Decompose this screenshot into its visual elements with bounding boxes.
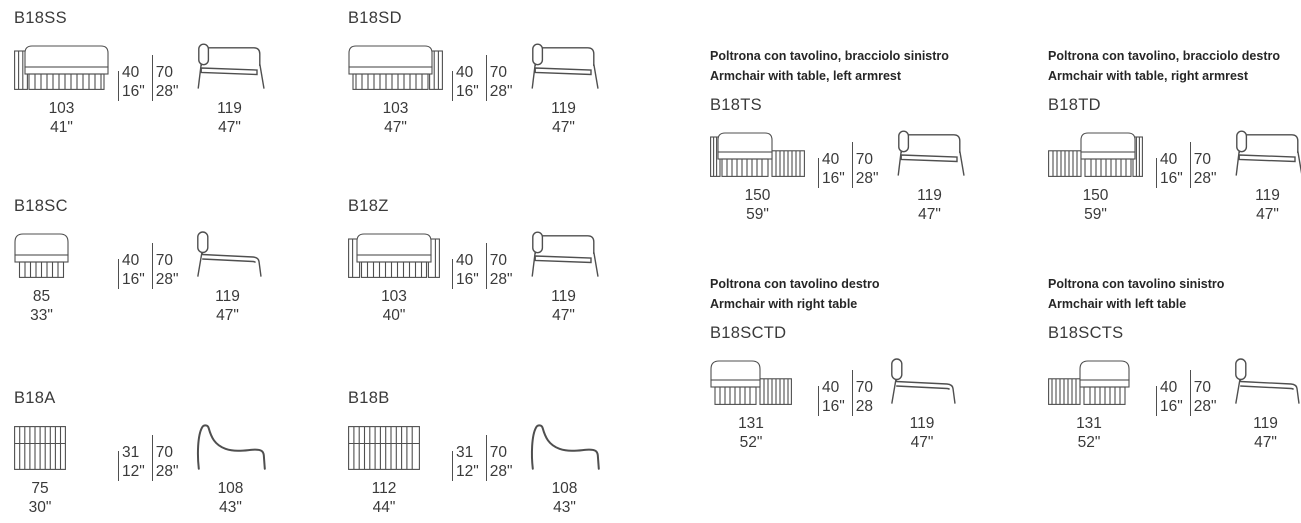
depth-in: 47" [552, 119, 575, 136]
armchair-right-arm-front-drawing [348, 44, 443, 90]
bench-front-drawing [348, 426, 420, 470]
seat-height-in: 16" [822, 398, 845, 415]
seat-height-in: 12" [122, 463, 145, 480]
depth-cm: 108 [551, 480, 578, 497]
description-italian: Poltrona con tavolino, bracciolo destro [1048, 49, 1280, 63]
overall-height-in: 28" [489, 463, 513, 480]
product-code: B18TD [1048, 96, 1101, 114]
width-in: 52" [739, 434, 763, 451]
width-in: 59" [1084, 206, 1107, 223]
width-cm: 103 [381, 288, 407, 305]
overall-height-cm: 70 [1193, 151, 1211, 168]
width-in: 59" [746, 206, 769, 223]
height-dimensions [118, 243, 179, 289]
depth-cm: 119 [909, 415, 935, 432]
armchair-side-drawing [527, 42, 601, 90]
depth-cm: 119 [917, 187, 942, 204]
product-code: B18B [348, 389, 390, 407]
description-italian: Poltrona con tavolino destro [710, 277, 880, 291]
seat-height-cm: 40 [1160, 379, 1178, 396]
armchair-side-drawing [1231, 129, 1301, 177]
width-cm: 85 [32, 288, 51, 305]
bench-front-drawing [14, 426, 66, 470]
depth-cm: 119 [551, 100, 576, 117]
seat-height-in: 16" [456, 271, 479, 288]
product-description [1048, 46, 1301, 86]
seat-height-cm: 40 [822, 151, 840, 168]
seat-height-cm: 40 [1160, 151, 1178, 168]
product-description [1048, 274, 1301, 314]
product-code: B18Z [348, 197, 389, 215]
product-code: B18SCTD [710, 324, 787, 342]
product-code: B18TS [710, 96, 762, 114]
width-in: 47" [384, 119, 407, 136]
depth-in: 47" [552, 307, 575, 324]
description-english: Armchair with table, left armrest [710, 69, 902, 83]
overall-height-in: 28" [155, 463, 179, 480]
height-dimensions [452, 243, 513, 289]
overall-height-in: 28" [1193, 398, 1217, 415]
description-english: Armchair with right table [710, 297, 858, 311]
spec-b18ss [14, 8, 267, 145]
overall-height-in: 28" [855, 170, 879, 187]
product-code: B18SC [14, 197, 68, 215]
overall-height-in: 28" [155, 83, 179, 100]
depth-cm: 119 [217, 100, 242, 117]
overall-height-cm: 70 [1193, 379, 1211, 396]
overall-height-in: 28" [1193, 170, 1217, 187]
spec-b18b [348, 388, 603, 523]
overall-height-in: 28 [855, 398, 873, 415]
product-code: B18SCTS [1048, 324, 1124, 342]
overall-height-cm: 70 [489, 444, 507, 461]
description-english: Armchair with table, right armrest [1048, 69, 1249, 83]
product-code: B18SD [348, 9, 402, 27]
overall-height-in: 28" [489, 83, 513, 100]
armless-chair-side-drawing [193, 230, 263, 278]
seat-height-in: 16" [1160, 398, 1183, 415]
depth-in: 47" [1256, 206, 1279, 223]
depth-in: 47" [1254, 434, 1277, 451]
width-in: 44" [372, 499, 396, 516]
width-in: 40" [382, 307, 406, 324]
overall-height-cm: 70 [489, 64, 507, 81]
width-cm: 150 [744, 187, 771, 204]
depth-in: 43" [219, 499, 242, 516]
product-code: B18SS [14, 9, 67, 27]
width-cm: 103 [382, 100, 409, 117]
armchair-two-arms-front-drawing [348, 232, 440, 278]
seat-height-cm: 31 [122, 444, 140, 461]
depth-cm: 119 [215, 288, 240, 305]
depth-cm: 119 [551, 288, 576, 305]
height-dimensions [452, 55, 513, 101]
depth-in: 43" [553, 499, 576, 516]
armless-chair-side-drawing [887, 357, 957, 405]
armless-chair-front-drawing [14, 232, 69, 278]
width-cm: 112 [371, 480, 397, 497]
chair-table-left-front-drawing [1048, 359, 1130, 405]
armchair-left-arm-front-drawing [14, 44, 109, 90]
armchair-side-drawing [193, 42, 267, 90]
overall-height-cm: 70 [855, 151, 873, 168]
overall-height-cm: 70 [489, 252, 507, 269]
width-in: 33" [30, 307, 53, 324]
width-cm: 150 [1082, 187, 1109, 204]
width-cm: 103 [48, 100, 75, 117]
seat-height-in: 12" [456, 463, 479, 480]
height-dimensions [1156, 370, 1217, 416]
product-description [710, 274, 957, 314]
overall-height-cm: 70 [155, 252, 173, 269]
overall-height-in: 28" [155, 271, 179, 288]
height-dimensions [818, 142, 879, 188]
width-in: 41" [50, 119, 73, 136]
height-dimensions [1156, 142, 1217, 188]
overall-height-in: 28" [489, 271, 513, 288]
seat-height-cm: 40 [456, 252, 474, 269]
chaise-side-drawing [527, 422, 603, 470]
armless-chair-side-drawing [1231, 357, 1301, 405]
depth-in: 47" [218, 119, 241, 136]
overall-height-cm: 70 [155, 444, 173, 461]
seat-height-in: 16" [1160, 170, 1183, 187]
seat-height-in: 16" [822, 170, 845, 187]
overall-height-cm: 70 [155, 64, 173, 81]
height-dimensions [818, 370, 873, 416]
seat-height-cm: 40 [122, 64, 140, 81]
seat-height-cm: 40 [122, 252, 140, 269]
description-italian: Poltrona con tavolino, bracciolo sinistro [710, 49, 949, 63]
chair-table-right-front-drawing [710, 359, 792, 405]
armchair-side-drawing [527, 230, 601, 278]
spec-b18td [1048, 46, 1301, 232]
width-cm: 131 [738, 415, 764, 432]
seat-height-in: 16" [122, 83, 145, 100]
overall-height-cm: 70 [855, 379, 873, 396]
depth-cm: 119 [1253, 415, 1278, 432]
description-english: Armchair with left table [1048, 297, 1187, 311]
width-in: 30" [28, 499, 52, 516]
seat-height-in: 16" [456, 83, 479, 100]
height-dimensions [452, 435, 513, 481]
depth-cm: 108 [217, 480, 244, 497]
chaise-side-drawing [193, 422, 269, 470]
seat-height-cm: 40 [822, 379, 840, 396]
spec-b18ts [710, 46, 967, 232]
product-code: B18A [14, 389, 56, 407]
depth-cm: 119 [1255, 187, 1280, 204]
height-dimensions [118, 55, 179, 101]
spec-b18a [14, 388, 269, 523]
seat-height-cm: 40 [456, 64, 474, 81]
width-cm: 131 [1076, 415, 1102, 432]
spec-b18sd [348, 8, 601, 145]
spec-b18scts [1048, 274, 1301, 460]
depth-in: 47" [910, 434, 934, 451]
height-dimensions [118, 435, 179, 481]
product-description [710, 46, 967, 86]
description-italian: Poltrona con tavolino sinistro [1048, 277, 1225, 291]
width-cm: 75 [31, 480, 49, 497]
depth-in: 47" [918, 206, 941, 223]
armchair-table-right-front-drawing [710, 131, 805, 177]
armchair-side-drawing [893, 129, 967, 177]
depth-in: 47" [216, 307, 239, 324]
armchair-table-left-front-drawing [1048, 131, 1143, 177]
seat-height-cm: 31 [456, 444, 474, 461]
spec-b18sctd [710, 274, 957, 460]
width-in: 52" [1077, 434, 1101, 451]
spec-b18z [348, 196, 601, 333]
seat-height-in: 16" [122, 271, 145, 288]
spec-b18sc [14, 196, 263, 333]
